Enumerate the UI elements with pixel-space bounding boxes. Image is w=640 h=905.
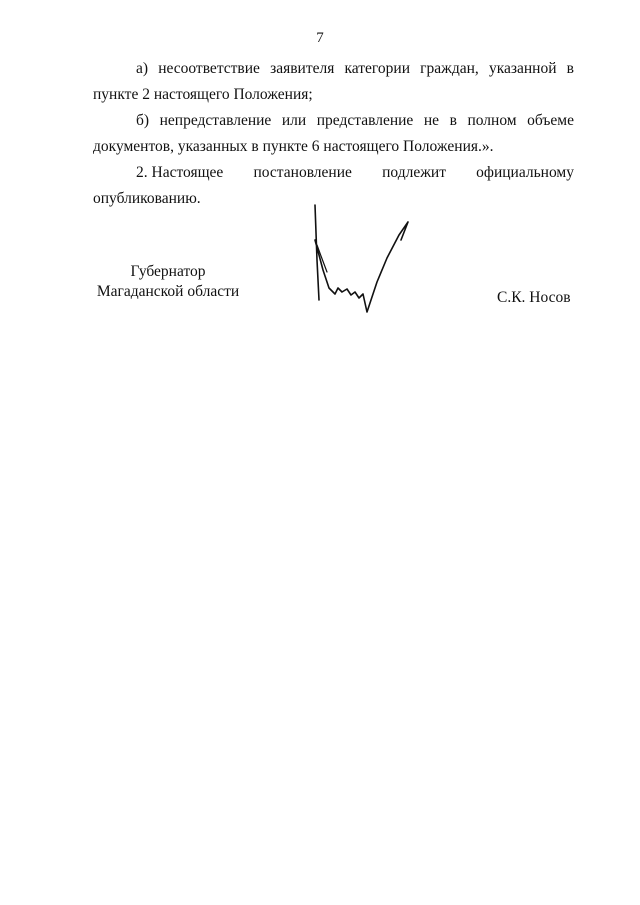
signer-title-line1: Губернатор	[130, 263, 206, 280]
paragraph-item-2-line1	[93, 160, 574, 186]
signer-title	[93, 262, 243, 302]
page-number: 7	[316, 30, 324, 46]
item2-word-2: постановление	[253, 164, 352, 181]
signer-title-line2: Магаданской области	[96, 283, 240, 300]
paragraph-item-a: а) несоответствие заявителя категории граждан, указанной в пункте 2 настоящего Положения;	[93, 60, 574, 103]
paragraph-item-b: б) непредставление или представление не в полном объеме документов, указанных в пункте 6 настоящего Положения.».	[93, 112, 574, 155]
item2-word-3: подлежит	[382, 164, 446, 181]
paragraph-item-2-line2: опубликованию.	[93, 190, 201, 207]
item2-word-4: официальному	[476, 164, 574, 181]
signature-icon	[305, 200, 420, 320]
item2-word-1: 2. Настоящее	[136, 164, 224, 181]
signer-name: С.К. Носов	[497, 289, 571, 306]
